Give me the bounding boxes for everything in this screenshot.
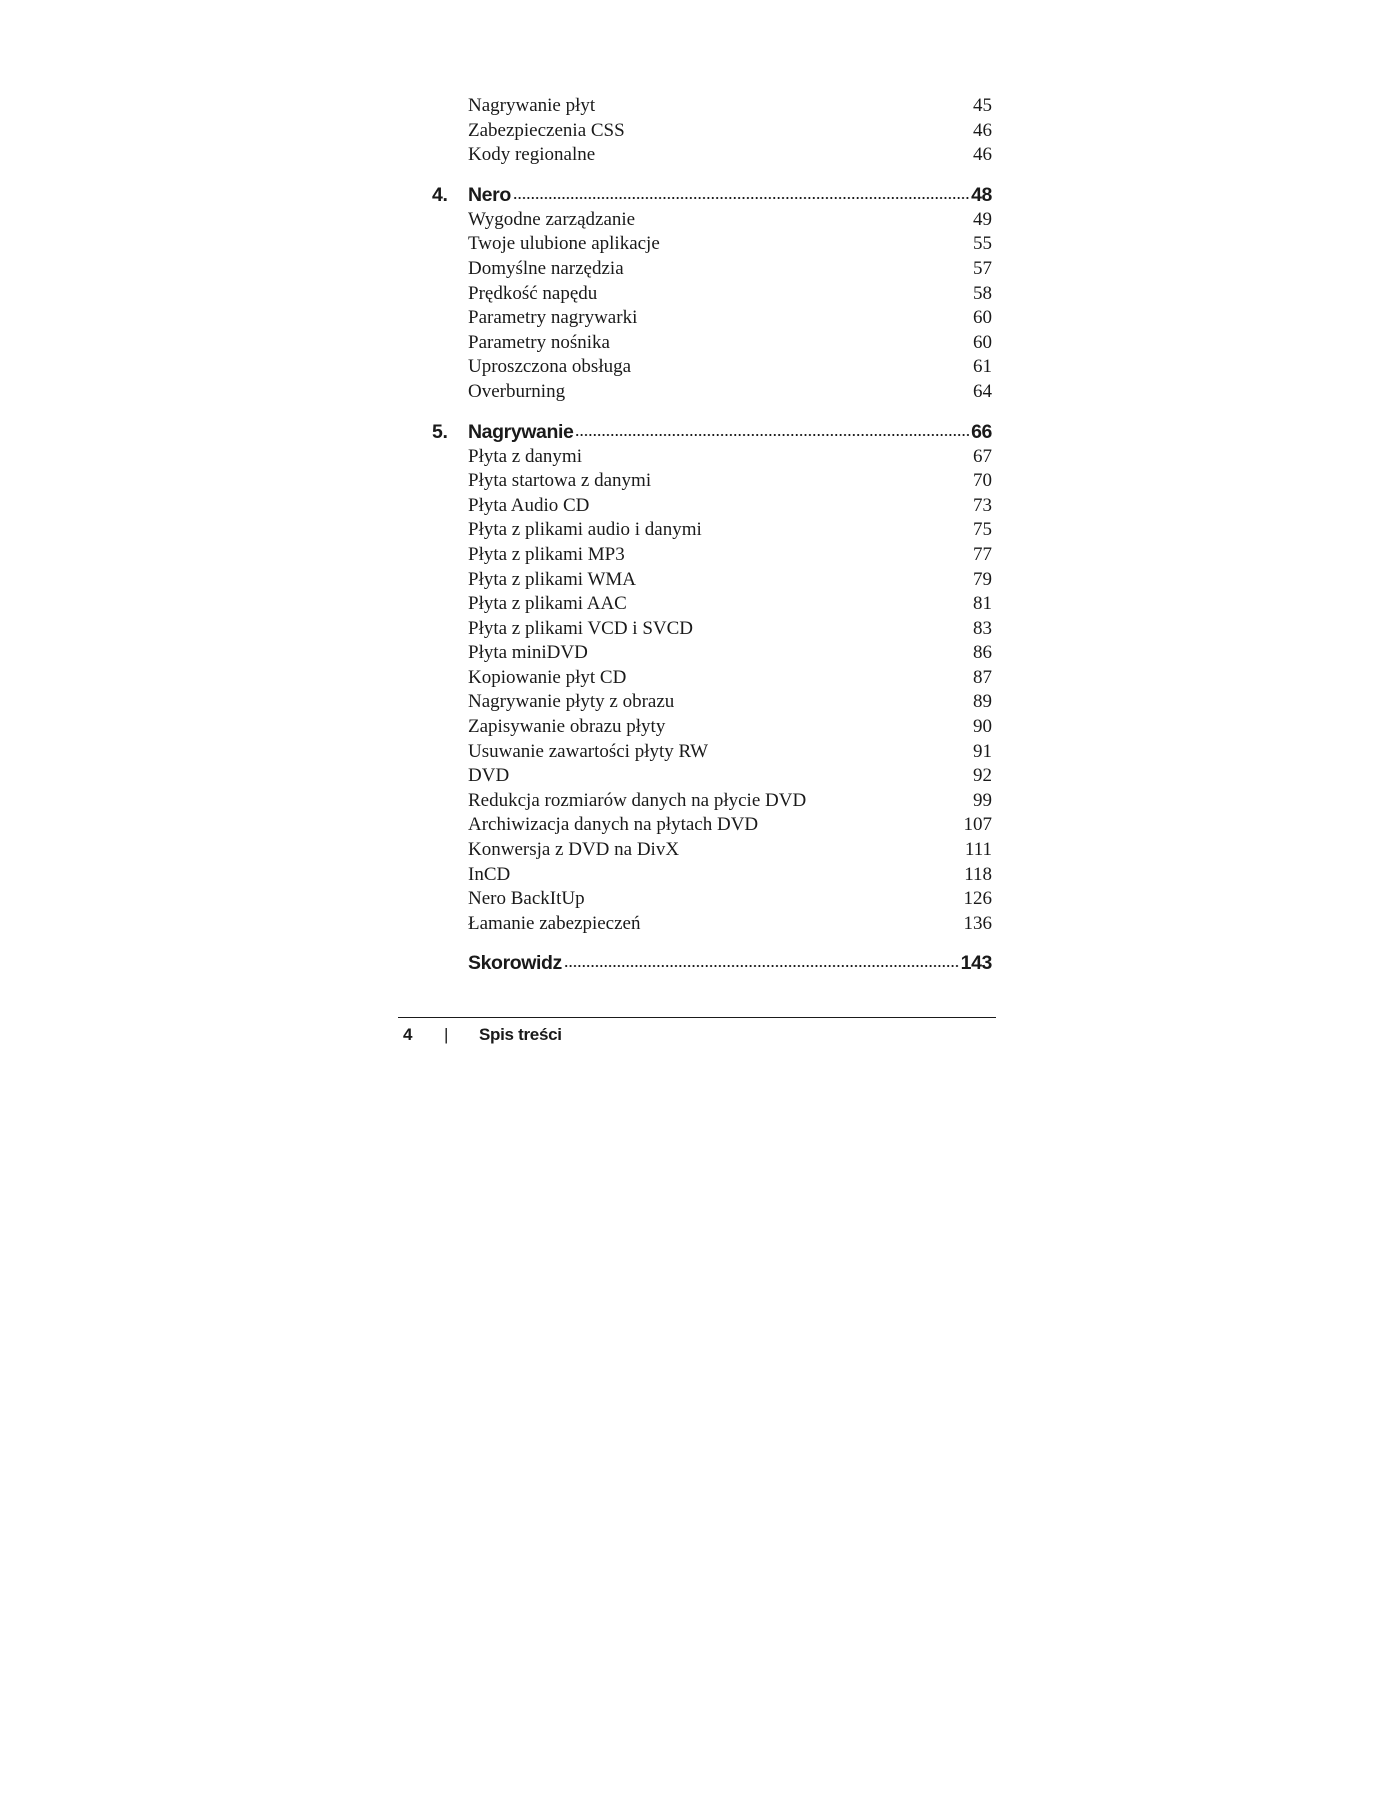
toc-entry-page: 60 xyxy=(973,331,992,353)
toc-entry[interactable] xyxy=(428,543,992,568)
footer-divider xyxy=(398,1017,996,1018)
toc-entry[interactable] xyxy=(428,641,992,666)
toc-entry-title: InCD xyxy=(468,863,511,885)
toc-entry-page: 46 xyxy=(973,119,992,141)
chapter-title: Nagrywanie xyxy=(468,420,574,443)
toc-entry-page: 126 xyxy=(963,888,992,910)
toc-entry[interactable] xyxy=(428,740,992,765)
toc-entry-page: 92 xyxy=(973,765,992,787)
chapter-number: 5. xyxy=(432,420,448,443)
toc-entry[interactable] xyxy=(428,469,992,494)
toc-entry-title: Konwersja z DVD na DivX xyxy=(468,839,680,861)
dot-leader xyxy=(575,433,969,437)
toc-entry[interactable] xyxy=(428,518,992,543)
toc-entry-title: Nagrywanie płyty z obrazu xyxy=(468,691,675,713)
toc-entry-title: Zabezpieczenia CSS xyxy=(468,119,625,141)
toc-entry-title: DVD xyxy=(468,765,510,787)
toc-entry[interactable] xyxy=(428,445,992,470)
toc-entry-page: 111 xyxy=(964,839,992,861)
toc-entry-page: 57 xyxy=(973,257,992,279)
toc-entry-title: Płyta z danymi xyxy=(468,445,582,467)
toc-entry-title: Płyta z plikami VCD i SVCD xyxy=(468,617,694,639)
toc-entry-page: 83 xyxy=(973,617,992,639)
toc-entry[interactable] xyxy=(428,715,992,740)
toc-entry-page: 45 xyxy=(973,95,992,116)
top-entries xyxy=(428,94,992,168)
toc-entry[interactable] xyxy=(428,592,992,617)
page-number: 4 xyxy=(403,1025,413,1044)
toc-entry-page: 81 xyxy=(973,593,992,615)
toc-entry-title: Usuwanie zawartości płyty RW xyxy=(468,740,709,762)
toc-entry[interactable] xyxy=(428,232,992,257)
dot-leader xyxy=(564,964,959,968)
toc-entry-title: Płyta z plikami MP3 xyxy=(468,543,625,565)
toc-entry-page: 107 xyxy=(963,814,992,836)
toc-entry-title: Kopiowanie płyt CD xyxy=(468,666,627,688)
toc-entry[interactable] xyxy=(428,119,992,144)
toc-entry[interactable] xyxy=(428,380,992,405)
chapter-heading-nagrywanie[interactable] xyxy=(428,419,992,445)
toc-entry-title: Parametry nośnika xyxy=(468,331,610,353)
toc-entry-page: 49 xyxy=(973,208,992,230)
toc-entry[interactable] xyxy=(428,257,992,282)
toc-entry[interactable] xyxy=(428,331,992,356)
footer-separator: | xyxy=(444,1025,449,1044)
toc-entry-title: Płyta Audio CD xyxy=(468,494,590,516)
toc-entry-page: 67 xyxy=(973,445,992,467)
toc-entry-title: Wygodne zarządzanie xyxy=(468,208,636,230)
toc-entry-page: 55 xyxy=(973,233,992,255)
toc-entry-page: 64 xyxy=(973,380,992,402)
toc-entry-title: Parametry nagrywarki xyxy=(468,307,638,329)
toc-entry[interactable] xyxy=(428,887,992,912)
dot-leader xyxy=(513,196,969,200)
toc-entry-page: 91 xyxy=(973,740,992,762)
toc-entry[interactable] xyxy=(428,282,992,307)
toc-entry-title: Twoje ulubione aplikacje xyxy=(468,233,660,255)
toc-entry-page: 60 xyxy=(973,307,992,329)
toc-entry[interactable] xyxy=(428,838,992,863)
toc-entry-page: 77 xyxy=(973,543,992,565)
toc-entry-page: 87 xyxy=(973,666,992,688)
toc-entry[interactable] xyxy=(428,306,992,331)
chapter-heading-nero[interactable] xyxy=(428,182,992,208)
toc-entry[interactable] xyxy=(428,690,992,715)
toc-entry[interactable] xyxy=(428,568,992,593)
toc-entry-title: Płyta z plikami audio i danymi xyxy=(468,519,702,541)
chapter-entries-nero xyxy=(428,208,992,405)
toc-entry[interactable] xyxy=(428,666,992,691)
toc-entry-title: Płyta z plikami AAC xyxy=(468,593,627,615)
toc-entry[interactable] xyxy=(428,789,992,814)
toc-entry[interactable] xyxy=(428,764,992,789)
chapter-page: 66 xyxy=(971,420,992,443)
toc-entry-title: Zapisywanie obrazu płyty xyxy=(468,716,666,738)
toc-entry-page: 70 xyxy=(973,470,992,492)
toc-entry-title: Łamanie zabezpieczeń xyxy=(468,912,641,934)
toc-entry-title: Płyta miniDVD xyxy=(468,642,588,664)
toc-entry-page: 86 xyxy=(973,642,992,664)
chapter-title: Nero xyxy=(468,183,511,206)
toc-entry-page: 89 xyxy=(973,691,992,713)
toc-entry-page: 73 xyxy=(973,494,992,516)
toc-entry[interactable] xyxy=(428,355,992,380)
toc-entry-title: Kody regionalne xyxy=(468,144,596,166)
toc-entry-page: 46 xyxy=(973,144,992,166)
toc-entry-title: Archiwizacja danych na płytach DVD xyxy=(468,814,759,836)
toc-entry[interactable] xyxy=(428,208,992,233)
toc-entry[interactable] xyxy=(428,94,992,119)
chapter-number: 4. xyxy=(432,183,448,206)
index-title: Skorowidz xyxy=(468,952,562,975)
chapter-page: 48 xyxy=(971,183,992,206)
chapter-entries-nagrywanie xyxy=(428,445,992,937)
index-heading[interactable] xyxy=(428,950,992,976)
toc-entry-page: 75 xyxy=(973,519,992,541)
toc-entry[interactable] xyxy=(428,912,992,937)
toc-entry-page: 61 xyxy=(973,356,992,378)
toc-entry-title: Prędkość napędu xyxy=(468,282,598,304)
toc-entry-title: Overburning xyxy=(468,380,566,402)
index-page: 143 xyxy=(960,952,992,975)
toc-entry[interactable] xyxy=(428,813,992,838)
toc-entry[interactable] xyxy=(428,494,992,519)
toc-entry[interactable] xyxy=(428,863,992,888)
toc-entry-title: Płyta z plikami WMA xyxy=(468,568,636,590)
running-title: Spis treści xyxy=(479,1025,562,1044)
page-footer xyxy=(398,1020,998,1050)
toc-entry-title: Płyta startowa z danymi xyxy=(468,470,652,492)
toc-entry-page: 136 xyxy=(963,912,992,934)
toc-entry[interactable] xyxy=(428,617,992,642)
toc-entry-title: Nero BackItUp xyxy=(468,888,585,910)
toc-entry-title: Nagrywanie płyt xyxy=(468,95,596,116)
toc-entry-page: 79 xyxy=(973,568,992,590)
toc-entry-page: 99 xyxy=(973,789,992,811)
toc-entry-page: 90 xyxy=(973,716,992,738)
toc-entry-page: 118 xyxy=(964,863,992,885)
table-of-contents xyxy=(428,94,992,976)
toc-entry[interactable] xyxy=(428,143,992,168)
toc-entry-title: Uproszczona obsługa xyxy=(468,356,632,378)
toc-entry-title: Domyślne narzędzia xyxy=(468,257,624,279)
toc-entry-page: 58 xyxy=(973,282,992,304)
toc-entry-title: Redukcja rozmiarów danych na płycie DVD xyxy=(468,789,807,811)
